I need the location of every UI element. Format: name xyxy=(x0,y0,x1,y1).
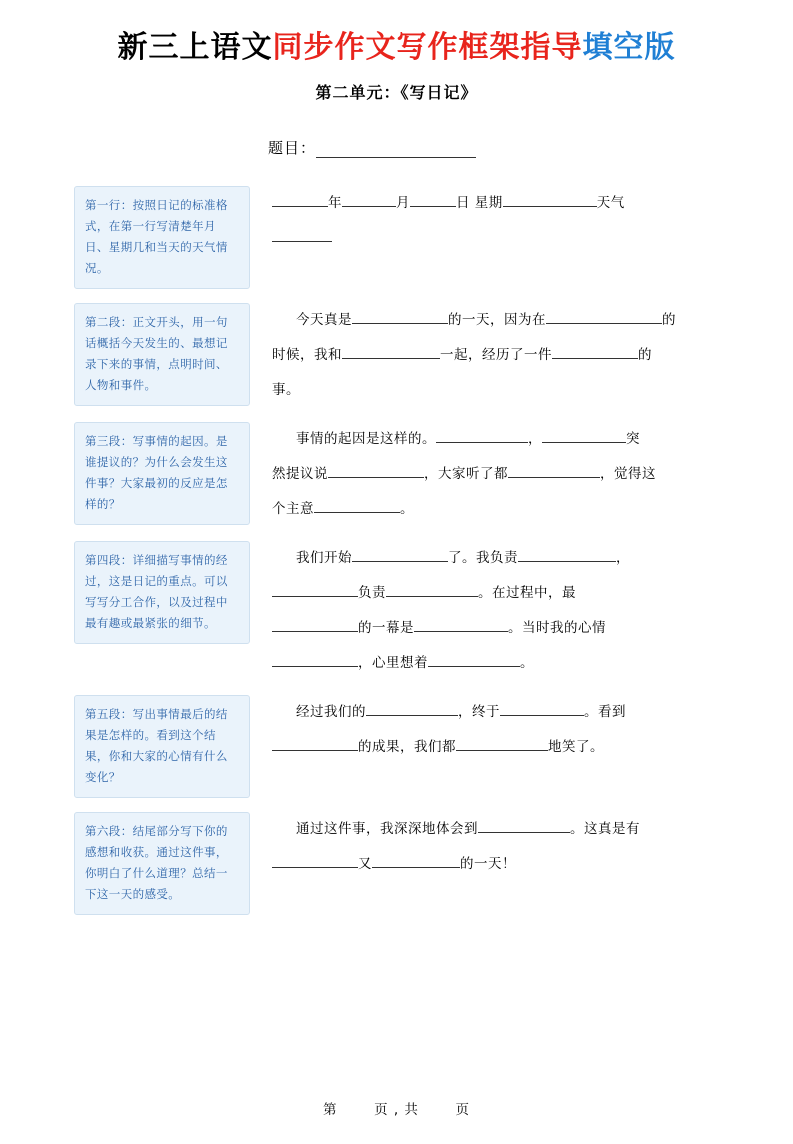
prompt-text: ，大家听了都 xyxy=(424,466,508,482)
section-row xyxy=(0,812,793,915)
footer-prefix: 第 xyxy=(322,1102,338,1118)
section-body xyxy=(250,812,793,882)
fill-in-blank[interactable] xyxy=(342,191,396,207)
section-line xyxy=(272,847,775,882)
page-title xyxy=(0,22,793,66)
section-line xyxy=(272,812,775,847)
section-row xyxy=(0,541,793,681)
prompt-text: 的 xyxy=(662,312,676,328)
fill-in-blank[interactable] xyxy=(456,735,548,751)
fill-in-blank[interactable] xyxy=(328,462,424,478)
prompt-text: 个主意 xyxy=(272,501,314,517)
prompt-text: 的一天！ xyxy=(460,856,516,872)
fill-in-blank[interactable] xyxy=(352,546,448,562)
fill-in-blank[interactable] xyxy=(386,581,478,597)
section-line xyxy=(272,730,775,765)
prompt-text: ， xyxy=(616,550,630,566)
fill-in-blank[interactable] xyxy=(272,581,358,597)
footer-middle: 页 , 共 xyxy=(374,1102,419,1118)
section-line xyxy=(272,303,775,338)
page-footer xyxy=(0,1098,793,1118)
prompt-text: 的成果，我们都 xyxy=(358,739,456,755)
topic-blank[interactable] xyxy=(316,142,476,158)
prompt-text: 。这真是有 xyxy=(570,821,640,837)
section-line xyxy=(272,541,775,576)
section-body xyxy=(250,541,793,681)
fill-in-blank[interactable] xyxy=(546,308,662,324)
section-line xyxy=(272,646,775,681)
fill-in-blank[interactable] xyxy=(518,546,616,562)
prompt-text: 星期 xyxy=(470,195,503,211)
fill-in-blank[interactable] xyxy=(508,462,600,478)
section-line xyxy=(272,338,775,373)
unit-subtitle: 第二单元：《写日记》 xyxy=(315,83,478,102)
prompt-text: 。看到 xyxy=(584,704,626,720)
section-body xyxy=(250,303,793,408)
prompt-text: 的 xyxy=(638,347,652,363)
prompt-text: ， xyxy=(528,431,542,447)
topic-row xyxy=(0,137,793,158)
fill-in-blank[interactable] xyxy=(436,427,528,443)
fill-in-blank[interactable] xyxy=(372,852,460,868)
prompt-text: 又 xyxy=(358,856,372,872)
worksheet-page xyxy=(0,22,793,1144)
fill-in-blank[interactable] xyxy=(366,700,458,716)
topic-label: 题目： xyxy=(268,139,317,157)
prompt-text: 。在过程中，最 xyxy=(478,585,576,601)
title-segment-black: 新三上语文 xyxy=(117,30,273,65)
prompt-text: 月 xyxy=(396,195,410,211)
fill-in-blank[interactable] xyxy=(352,308,448,324)
fill-in-blank[interactable] xyxy=(272,735,358,751)
prompt-text: ，觉得这 xyxy=(600,466,656,482)
section-line xyxy=(272,457,775,492)
section-line xyxy=(272,186,775,221)
section-line xyxy=(272,611,775,646)
prompt-text: 负责 xyxy=(358,585,386,601)
section-hint: 第四段：详细描写事情的经过，这是日记的重点。可以写写分工合作，以及过程中最有趣或最紧张的细节。 xyxy=(74,541,250,644)
section-line xyxy=(272,695,775,730)
section-line xyxy=(272,373,775,408)
fill-in-blank[interactable] xyxy=(552,343,638,359)
fill-in-blank[interactable] xyxy=(272,616,358,632)
section-hint: 第六段：结尾部分写下你的感想和收获。通过这件事，你明白了什么道理？总结一下这一天的感受。 xyxy=(74,812,250,915)
section-line xyxy=(272,576,775,611)
fill-in-blank[interactable] xyxy=(503,191,597,207)
prompt-text: 。当时我的心情 xyxy=(508,620,606,636)
prompt-text: 。 xyxy=(520,655,534,671)
section-body xyxy=(250,186,793,256)
fill-in-blank[interactable] xyxy=(272,191,328,207)
section-body xyxy=(250,422,793,527)
title-segment-red: 同步作文写作框架指导 xyxy=(272,30,583,65)
section-hint: 第五段：写出事情最后的结果是怎样的。看到这个结果，你和大家的心情有什么变化？ xyxy=(74,695,250,798)
prompt-text: 天气 xyxy=(596,195,625,211)
fill-in-blank[interactable] xyxy=(478,817,570,833)
prompt-text: 突 xyxy=(626,431,640,447)
prompt-text: 的一天，因为在 xyxy=(448,312,546,328)
fill-in-blank[interactable] xyxy=(428,651,520,667)
fill-in-blank[interactable] xyxy=(272,852,358,868)
fill-in-blank[interactable] xyxy=(410,191,456,207)
fill-in-blank[interactable] xyxy=(542,427,626,443)
prompt-text: 地笑了。 xyxy=(548,739,604,755)
prompt-text: 年 xyxy=(328,195,342,211)
title-segment-blue: 填空版 xyxy=(582,30,676,65)
section-hint: 第二段：正文开头，用一句话概括今天发生的、最想记录下来的事情，点明时间、人物和事件。 xyxy=(74,303,250,406)
prompt-text: 的一幕是 xyxy=(358,620,414,636)
section-hint: 第三段：写事情的起因。是谁提议的？为什么会发生这件事？大家最初的反应是怎样的？ xyxy=(74,422,250,525)
fill-in-blank[interactable] xyxy=(272,651,358,667)
section-row xyxy=(0,422,793,527)
fill-in-blank[interactable] xyxy=(500,700,584,716)
section-hint: 第一行：按照日记的标准格式，在第一行写清楚年月日、星期几和当天的天气情况。 xyxy=(74,186,250,289)
section-row xyxy=(0,695,793,798)
fill-in-blank[interactable] xyxy=(342,343,440,359)
section-line xyxy=(272,492,775,527)
prompt-text: 时候，我和 xyxy=(272,347,342,363)
prompt-text: 我们开始 xyxy=(296,550,352,566)
footer-suffix: 页 xyxy=(455,1102,471,1118)
prompt-text: 事。 xyxy=(272,382,300,398)
prompt-text: ，心里想着 xyxy=(358,655,428,671)
prompt-text: 了。我负责 xyxy=(448,550,518,566)
prompt-text: 经过我们的 xyxy=(296,704,366,720)
prompt-text: 。 xyxy=(400,501,414,517)
prompt-text: 今天真是 xyxy=(296,312,352,328)
fill-in-blank[interactable] xyxy=(314,497,400,513)
prompt-text: 一起，经历了一件 xyxy=(440,347,552,363)
section-row xyxy=(0,186,793,289)
section-row xyxy=(0,303,793,408)
prompt-text: 通过这件事，我深深地体会到 xyxy=(296,821,478,837)
section-line xyxy=(272,422,775,457)
section-line xyxy=(272,221,775,256)
sections-container xyxy=(0,186,793,915)
fill-in-blank[interactable] xyxy=(272,226,332,242)
prompt-text: ，终于 xyxy=(458,704,500,720)
prompt-text: 事情的起因是这样的。 xyxy=(296,431,436,447)
section-body xyxy=(250,695,793,765)
prompt-text: 日 xyxy=(456,195,470,211)
fill-in-blank[interactable] xyxy=(414,616,508,632)
prompt-text: 然提议说 xyxy=(272,466,328,482)
